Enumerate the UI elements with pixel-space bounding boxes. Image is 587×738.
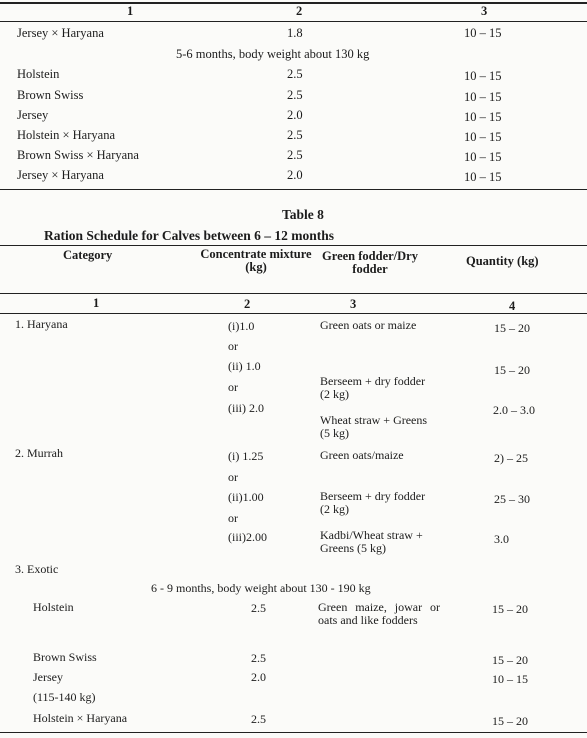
- row-fodder: Green maize, jowar or oats and like fodders: [318, 600, 440, 627]
- fodder-option: Wheat straw + Greens (5 kg): [320, 413, 428, 440]
- quantity-value: 25 – 30: [494, 492, 530, 506]
- row-category: Holstein × Haryana: [33, 711, 128, 725]
- row-quantity: 15 – 20: [492, 653, 528, 667]
- concentrate-option: (i)1.0: [228, 319, 255, 333]
- header-category: Category: [63, 248, 113, 262]
- col-number-4: 4: [509, 299, 516, 313]
- table8-bottom-rule: [0, 732, 587, 733]
- fodder-option: Berseem + dry fodder (2 kg): [320, 489, 426, 516]
- row-category: Brown Swiss: [17, 88, 84, 102]
- fodder-option: Green oats or maize: [320, 318, 417, 332]
- concentrate-or: or: [228, 380, 238, 394]
- table8-top-rule: [0, 245, 587, 246]
- row-concentrate: 2.0: [287, 108, 303, 122]
- row-concentrate: 2.5: [251, 651, 266, 665]
- row-category: Brown Swiss: [33, 650, 97, 664]
- concentrate-option: (i) 1.25: [228, 449, 264, 463]
- category-murrah: 2. Murrah: [15, 446, 63, 460]
- header-rule: [0, 293, 587, 294]
- col-number-1: 1: [127, 4, 134, 18]
- row-concentrate: 2.5: [287, 128, 303, 142]
- category-haryana: 1. Haryana: [15, 317, 68, 331]
- row-quantity: 10 – 15: [464, 69, 502, 83]
- row-quantity: 10 – 15: [464, 26, 502, 40]
- row-quantity: 10 – 15: [464, 90, 502, 104]
- row-quantity: 15 – 20: [492, 714, 528, 728]
- concentrate-option: (ii)1.00: [228, 490, 264, 504]
- row-category: Holstein: [17, 67, 60, 81]
- row-concentrate: 2.0: [251, 670, 266, 684]
- row-category-weight: (115-140 kg): [33, 690, 96, 704]
- row-quantity: 10 – 15: [464, 170, 502, 184]
- row-concentrate: 1.8: [287, 26, 303, 40]
- header-concentrate: Concentrate mixture (kg): [200, 247, 312, 274]
- concentrate-option: (ii) 1.0: [228, 359, 261, 373]
- header-quantity: Quantity (kg): [466, 254, 539, 268]
- row-category: Holstein: [33, 600, 74, 614]
- table-bottom-rule: [0, 189, 587, 190]
- row-quantity: 10 – 15: [464, 130, 502, 144]
- fodder-option: Kadbi/Wheat straw + Greens (5 kg): [320, 528, 423, 555]
- quantity-value: 2.0 – 3.0: [493, 403, 535, 417]
- concentrate-option: (iii) 2.0: [228, 401, 264, 415]
- exotic-section-heading: 6 - 9 months, body weight about 130 - 190 kg: [151, 581, 371, 595]
- row-concentrate: 2.5: [287, 67, 303, 81]
- row-category: Jersey × Haryana: [17, 168, 104, 182]
- row-concentrate: 2.5: [287, 148, 303, 162]
- column-number-rule: [0, 21, 587, 22]
- row-quantity: 10 – 15: [464, 110, 502, 124]
- table-label: Table 8: [282, 207, 324, 222]
- category-exotic: 3. Exotic: [15, 562, 59, 576]
- row-category: Holstein × Haryana: [17, 128, 115, 142]
- row-concentrate: 2.0: [287, 168, 303, 182]
- quantity-value: 15 – 20: [494, 321, 530, 335]
- row-category: Jersey: [33, 670, 63, 684]
- row-category: Jersey × Haryana: [17, 26, 104, 40]
- concentrate-or: or: [228, 511, 238, 525]
- quantity-value: 15 – 20: [494, 363, 530, 377]
- row-quantity: 10 – 15: [492, 672, 528, 686]
- col-number-3: 3: [481, 4, 488, 18]
- row-category: Jersey: [17, 108, 49, 122]
- row-concentrate: 2.5: [251, 712, 266, 726]
- fodder-option: Berseem + dry fodder (2 kg): [320, 374, 426, 401]
- col-number-2: 2: [296, 4, 303, 18]
- col-number-1: 1: [93, 296, 100, 310]
- table-title: Ration Schedule for Calves between 6 – 12 months: [44, 228, 334, 243]
- row-concentrate: 2.5: [251, 601, 266, 615]
- concentrate-or: or: [228, 339, 238, 353]
- top-rule: [0, 2, 587, 4]
- col-number-2: 2: [244, 297, 251, 311]
- column-number-rule: [0, 313, 587, 314]
- concentrate-option: (iii)2.00: [228, 530, 267, 544]
- section-heading: 5-6 months, body weight about 130 kg: [176, 47, 370, 61]
- concentrate-or: or: [228, 470, 238, 484]
- quantity-value: 2) – 25: [494, 451, 528, 465]
- fodder-option: Green oats/maize: [320, 448, 404, 462]
- col-number-3: 3: [350, 297, 357, 311]
- header-fodder: Green fodder/Dry fodder: [322, 249, 418, 276]
- row-quantity: 15 – 20: [492, 602, 528, 616]
- quantity-value: 3.0: [494, 532, 509, 546]
- row-concentrate: 2.5: [287, 88, 303, 102]
- row-category: Brown Swiss × Haryana: [17, 148, 139, 162]
- row-quantity: 10 – 15: [464, 150, 502, 164]
